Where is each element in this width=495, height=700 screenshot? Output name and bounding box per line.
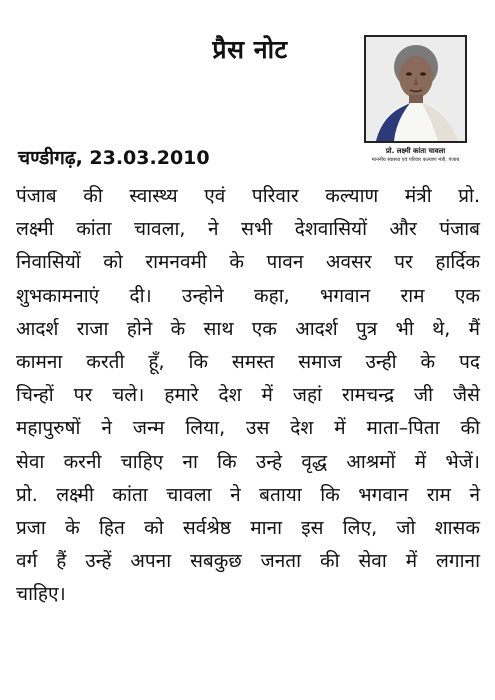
body-line: प्रो. लक्ष्मी कांता चावला ने बताया कि भगवान राम ने bbox=[16, 483, 480, 506]
portrait-block bbox=[364, 35, 467, 163]
portrait-caption-role: माननीय स्वास्थ्य एवं परिवार कल्याण मंत्री, पंजाब bbox=[371, 157, 460, 163]
body-line: महापुरुषों ने जन्म लिया, उस देश में माता–पिता की bbox=[16, 417, 480, 440]
body-line: प्रजा के हित को सर्वश्रेष्ठ माना इस लिए, जो शासक bbox=[16, 517, 480, 540]
press-note-body bbox=[16, 180, 480, 612]
page-title: प्रैस नोट bbox=[212, 35, 288, 64]
dateline: चण्डीगढ़, 23.03.2010 bbox=[18, 147, 210, 169]
body-line: निवासियों को रामनवमी के पावन अवसर पर हार्दिक bbox=[16, 251, 480, 274]
body-line: सेवा करनी चाहिए ना कि उन्हे वृद्ध आश्रमों में भेजें। bbox=[16, 450, 480, 473]
body-line: आदर्श राजा होने के साथ एक आदर्श पुत्र भी थे, मैं bbox=[16, 317, 480, 340]
body-line: चाहिए। bbox=[16, 583, 66, 606]
body-line: चिन्हों पर चले। हमारे देश में जहां रामचन्द्र जी जैसे bbox=[16, 384, 480, 407]
portrait-photo bbox=[364, 35, 467, 143]
body-line: पंजाब की स्वास्थ्य एवं परिवार कल्याण मंत्री प्रो. bbox=[16, 185, 480, 207]
body-line: वर्ग हैं उन्हें अपना सबकुछ जनता की सेवा में लगाना bbox=[16, 550, 480, 573]
body-line: लक्ष्मी कांता चावला, ने सभी देशवासियों और पंजाब bbox=[16, 218, 480, 241]
body-line: शुभकामनाएं दी। उन्होने कहा, भगवान राम एक bbox=[16, 284, 480, 307]
portrait-caption-name: प्रो. लक्ष्मी कांता चावला bbox=[385, 147, 446, 155]
body-line: कामना करती हूँ, कि समस्त समाज उन्ही के पद bbox=[16, 351, 480, 374]
